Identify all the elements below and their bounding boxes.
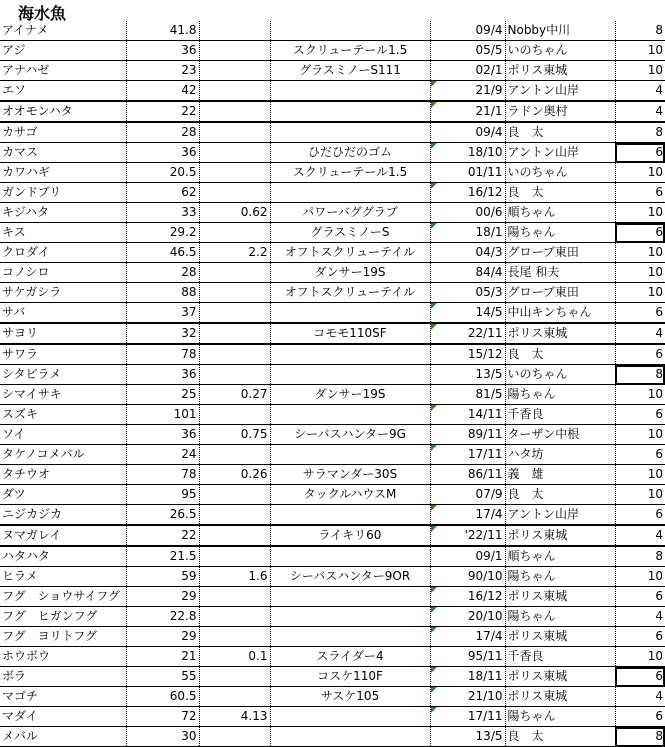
fish-name-cell[interactable]: ソイ bbox=[0, 425, 126, 445]
weight-cell[interactable] bbox=[199, 405, 270, 425]
size-cell[interactable]: 29 bbox=[126, 587, 199, 607]
table-row[interactable] bbox=[0, 323, 665, 344]
sheet-title-row bbox=[0, 0, 665, 21]
table-row[interactable] bbox=[0, 303, 665, 324]
count-cell[interactable]: 4 bbox=[615, 525, 665, 546]
fish-name-cell[interactable]: アイナメ bbox=[0, 21, 126, 41]
size-cell[interactable]: 21 bbox=[126, 647, 199, 667]
lure-cell[interactable]: スライダー4 bbox=[270, 647, 430, 667]
count-cell[interactable]: 6 bbox=[615, 183, 665, 203]
date-cell[interactable]: 17/11 bbox=[430, 707, 505, 727]
lure-cell[interactable] bbox=[270, 607, 430, 627]
date-cell[interactable]: 90/10 bbox=[430, 567, 505, 587]
weight-cell[interactable] bbox=[199, 344, 270, 365]
lure-cell[interactable] bbox=[270, 183, 430, 203]
count-cell[interactable]: 4 bbox=[615, 323, 665, 344]
date-cell[interactable]: 86/11 bbox=[430, 465, 505, 485]
angler-cell[interactable]: 陽ちゃん bbox=[505, 707, 615, 727]
date-cell[interactable]: 89/11 bbox=[430, 425, 505, 445]
fish-name-cell[interactable]: ヌマガレイ bbox=[0, 525, 126, 546]
fish-name-cell[interactable]: シマイサキ bbox=[0, 385, 126, 405]
angler-cell[interactable]: 中山キンちゃん bbox=[505, 303, 615, 324]
weight-cell[interactable]: 0.26 bbox=[199, 465, 270, 485]
weight-cell[interactable] bbox=[199, 81, 270, 102]
date-cell[interactable]: 07/9 bbox=[430, 485, 505, 505]
lure-cell[interactable] bbox=[270, 303, 430, 324]
lure-cell[interactable] bbox=[270, 727, 430, 747]
table-row[interactable] bbox=[0, 263, 665, 283]
weight-cell[interactable] bbox=[199, 101, 270, 122]
fish-name-cell[interactable]: ダツ bbox=[0, 485, 126, 505]
size-cell[interactable]: 72 bbox=[126, 707, 199, 727]
angler-cell[interactable]: 良 太 bbox=[505, 485, 615, 505]
weight-cell[interactable] bbox=[199, 41, 270, 61]
table-row[interactable] bbox=[0, 143, 665, 163]
lure-cell[interactable]: サスケ105 bbox=[270, 687, 430, 707]
angler-cell[interactable]: ポリス東城 bbox=[505, 627, 615, 647]
size-cell[interactable]: 22 bbox=[126, 101, 199, 122]
fish-name-cell[interactable]: スズキ bbox=[0, 405, 126, 425]
size-cell[interactable]: 62 bbox=[126, 183, 199, 203]
lure-cell[interactable]: グラスミノーS111 bbox=[270, 61, 430, 81]
fish-name-cell[interactable]: ガンドブリ bbox=[0, 183, 126, 203]
count-cell[interactable]: 6 bbox=[615, 587, 665, 607]
count-cell[interactable]: 8 bbox=[615, 365, 665, 385]
size-cell[interactable]: 55 bbox=[126, 667, 199, 687]
lure-cell[interactable]: スクリューテール1.5 bbox=[270, 163, 430, 183]
fish-name-cell[interactable]: アナハゼ bbox=[0, 61, 126, 81]
angler-cell[interactable]: ターザン中根 bbox=[505, 425, 615, 445]
date-cell[interactable]: 15/12 bbox=[430, 344, 505, 365]
table-row[interactable] bbox=[0, 41, 665, 61]
count-cell[interactable]: 8 bbox=[615, 727, 665, 747]
lure-cell[interactable]: タックルハウスM bbox=[270, 485, 430, 505]
table-row[interactable] bbox=[0, 667, 665, 687]
weight-cell[interactable]: 0.75 bbox=[199, 425, 270, 445]
angler-cell[interactable]: 良 太 bbox=[505, 727, 615, 747]
table-row[interactable] bbox=[0, 607, 665, 627]
fish-name-cell[interactable]: マゴチ bbox=[0, 687, 126, 707]
weight-cell[interactable] bbox=[199, 485, 270, 505]
size-cell[interactable]: 29.2 bbox=[126, 223, 199, 243]
weight-cell[interactable] bbox=[199, 546, 270, 567]
weight-cell[interactable] bbox=[199, 687, 270, 707]
fish-name-cell[interactable]: サバ bbox=[0, 303, 126, 324]
count-cell[interactable]: 10 bbox=[615, 385, 665, 405]
weight-cell[interactable]: 2.2 bbox=[199, 243, 270, 263]
fish-name-cell[interactable]: ホウボウ bbox=[0, 647, 126, 667]
date-cell[interactable]: 04/3 bbox=[430, 243, 505, 263]
count-cell[interactable]: 6 bbox=[615, 505, 665, 526]
count-cell[interactable]: 6 bbox=[615, 223, 665, 243]
date-cell[interactable]: 13/5 bbox=[430, 727, 505, 747]
size-cell[interactable]: 28 bbox=[126, 122, 199, 143]
count-cell[interactable]: 6 bbox=[615, 707, 665, 727]
weight-cell[interactable]: 1.6 bbox=[199, 567, 270, 587]
count-cell[interactable]: 6 bbox=[615, 667, 665, 687]
size-cell[interactable]: 78 bbox=[126, 344, 199, 365]
size-cell[interactable]: 22 bbox=[126, 525, 199, 546]
fish-name-cell[interactable]: オオモンハタ bbox=[0, 101, 126, 122]
count-cell[interactable]: 10 bbox=[615, 567, 665, 587]
angler-cell[interactable]: 陽ちゃん bbox=[505, 223, 615, 243]
date-cell[interactable]: 09/4 bbox=[430, 122, 505, 143]
angler-cell[interactable]: 陽ちゃん bbox=[505, 607, 615, 627]
size-cell[interactable]: 59 bbox=[126, 567, 199, 587]
lure-cell[interactable] bbox=[270, 445, 430, 465]
size-cell[interactable]: 33 bbox=[126, 203, 199, 223]
weight-cell[interactable] bbox=[199, 21, 270, 41]
weight-cell[interactable] bbox=[199, 303, 270, 324]
fish-name-cell[interactable]: キス bbox=[0, 223, 126, 243]
fish-name-cell[interactable]: ニジカジカ bbox=[0, 505, 126, 526]
count-cell[interactable]: 8 bbox=[615, 546, 665, 567]
date-cell[interactable]: 05/3 bbox=[430, 283, 505, 303]
lure-cell[interactable] bbox=[270, 365, 430, 385]
angler-cell[interactable]: 千香良 bbox=[505, 405, 615, 425]
weight-cell[interactable]: 4.13 bbox=[199, 707, 270, 727]
angler-cell[interactable]: いのちゃん bbox=[505, 41, 615, 61]
count-cell[interactable]: 10 bbox=[615, 283, 665, 303]
table-row[interactable] bbox=[0, 405, 665, 425]
count-cell[interactable]: 10 bbox=[615, 163, 665, 183]
angler-cell[interactable]: ポリス東城 bbox=[505, 323, 615, 344]
count-cell[interactable]: 10 bbox=[615, 485, 665, 505]
fish-name-cell[interactable]: フグ ショウサイフグ bbox=[0, 587, 126, 607]
lure-cell[interactable]: パワーバググラブ bbox=[270, 203, 430, 223]
fish-name-cell[interactable]: キジハタ bbox=[0, 203, 126, 223]
count-cell[interactable]: 6 bbox=[615, 405, 665, 425]
weight-cell[interactable]: 0.62 bbox=[199, 203, 270, 223]
angler-cell[interactable]: グローブ東田 bbox=[505, 283, 615, 303]
size-cell[interactable]: 28 bbox=[126, 263, 199, 283]
table-row[interactable] bbox=[0, 223, 665, 243]
size-cell[interactable]: 42 bbox=[126, 81, 199, 102]
table-row[interactable] bbox=[0, 546, 665, 567]
table-row[interactable] bbox=[0, 647, 665, 667]
table-row[interactable] bbox=[0, 61, 665, 81]
table-row[interactable] bbox=[0, 707, 665, 727]
size-cell[interactable]: 23 bbox=[126, 61, 199, 81]
table-row[interactable] bbox=[0, 203, 665, 223]
table-row[interactable] bbox=[0, 587, 665, 607]
angler-cell[interactable]: 良 太 bbox=[505, 344, 615, 365]
date-cell[interactable]: 16/12 bbox=[430, 183, 505, 203]
table-body bbox=[0, 21, 665, 747]
size-cell[interactable]: 46.5 bbox=[126, 243, 199, 263]
fish-record-table bbox=[0, 21, 665, 747]
lure-cell[interactable] bbox=[270, 81, 430, 102]
lure-cell[interactable]: ひだひだのゴム bbox=[270, 143, 430, 163]
size-cell[interactable]: 20.5 bbox=[126, 163, 199, 183]
fish-name-cell[interactable]: サワラ bbox=[0, 344, 126, 365]
count-cell[interactable]: 6 bbox=[615, 143, 665, 163]
size-cell[interactable]: 36 bbox=[126, 143, 199, 163]
weight-cell[interactable] bbox=[199, 365, 270, 385]
date-cell[interactable]: 00/6 bbox=[430, 203, 505, 223]
date-cell[interactable]: 20/10 bbox=[430, 607, 505, 627]
date-cell[interactable]: '22/11 bbox=[430, 525, 505, 546]
weight-cell[interactable] bbox=[199, 627, 270, 647]
table-row[interactable] bbox=[0, 465, 665, 485]
fish-name-cell[interactable]: ボラ bbox=[0, 667, 126, 687]
size-cell[interactable]: 26.5 bbox=[126, 505, 199, 526]
date-cell[interactable]: 21/9 bbox=[430, 81, 505, 102]
fish-name-cell[interactable]: フグ ヨリトフグ bbox=[0, 627, 126, 647]
lure-cell[interactable] bbox=[270, 344, 430, 365]
date-cell[interactable]: 09/4 bbox=[430, 21, 505, 41]
table-row[interactable] bbox=[0, 385, 665, 405]
date-cell[interactable]: 05/5 bbox=[430, 41, 505, 61]
date-cell[interactable]: 02/1 bbox=[430, 61, 505, 81]
table-row[interactable] bbox=[0, 283, 665, 303]
weight-cell[interactable]: 0.27 bbox=[199, 385, 270, 405]
weight-cell[interactable] bbox=[199, 587, 270, 607]
angler-cell[interactable]: ハタ坊 bbox=[505, 445, 615, 465]
angler-cell[interactable]: 陽ちゃん bbox=[505, 567, 615, 587]
table-row[interactable] bbox=[0, 425, 665, 445]
angler-cell[interactable]: 良 太 bbox=[505, 183, 615, 203]
angler-cell[interactable]: 千香良 bbox=[505, 647, 615, 667]
weight-cell[interactable] bbox=[199, 183, 270, 203]
angler-cell[interactable]: ラドン奥村 bbox=[505, 101, 615, 122]
angler-cell[interactable]: 順ちゃん bbox=[505, 546, 615, 567]
angler-cell[interactable]: Nobby中川 bbox=[505, 21, 615, 41]
table-row[interactable] bbox=[0, 505, 665, 526]
date-cell[interactable]: 17/11 bbox=[430, 445, 505, 465]
fish-name-cell[interactable]: タケノコメバル bbox=[0, 445, 126, 465]
weight-cell[interactable] bbox=[199, 223, 270, 243]
table-row[interactable] bbox=[0, 445, 665, 465]
angler-cell[interactable]: ポリス東城 bbox=[505, 587, 615, 607]
count-cell[interactable]: 6 bbox=[615, 627, 665, 647]
weight-cell[interactable] bbox=[199, 143, 270, 163]
angler-cell[interactable]: ポリス東城 bbox=[505, 61, 615, 81]
count-cell[interactable]: 10 bbox=[615, 41, 665, 61]
count-cell[interactable]: 4 bbox=[615, 687, 665, 707]
lure-cell[interactable]: コモモ110SF bbox=[270, 323, 430, 344]
size-cell[interactable]: 32 bbox=[126, 323, 199, 344]
size-cell[interactable]: 101 bbox=[126, 405, 199, 425]
count-cell[interactable]: 10 bbox=[615, 61, 665, 81]
lure-cell[interactable]: スクリューテール1.5 bbox=[270, 41, 430, 61]
lure-cell[interactable] bbox=[270, 546, 430, 567]
size-cell[interactable]: 78 bbox=[126, 465, 199, 485]
weight-cell[interactable]: 0.1 bbox=[199, 647, 270, 667]
fish-name-cell[interactable]: カサゴ bbox=[0, 122, 126, 143]
table-row[interactable] bbox=[0, 81, 665, 102]
weight-cell[interactable] bbox=[199, 667, 270, 687]
count-cell[interactable]: 6 bbox=[615, 303, 665, 324]
date-cell[interactable]: 17/4 bbox=[430, 505, 505, 526]
size-cell[interactable]: 37 bbox=[126, 303, 199, 324]
date-cell[interactable]: 21/1 bbox=[430, 101, 505, 122]
table-row[interactable] bbox=[0, 727, 665, 747]
size-cell[interactable]: 41.8 bbox=[126, 21, 199, 41]
angler-cell[interactable]: 陽ちゃん bbox=[505, 385, 615, 405]
count-cell[interactable]: 8 bbox=[615, 21, 665, 41]
fish-name-cell[interactable]: サケガシラ bbox=[0, 283, 126, 303]
date-cell[interactable]: 81/5 bbox=[430, 385, 505, 405]
size-cell[interactable]: 25 bbox=[126, 385, 199, 405]
count-cell[interactable]: 4 bbox=[615, 101, 665, 122]
table-row[interactable] bbox=[0, 567, 665, 587]
weight-cell[interactable] bbox=[199, 263, 270, 283]
angler-cell[interactable]: 義 雄 bbox=[505, 465, 615, 485]
fish-name-cell[interactable]: メバル bbox=[0, 727, 126, 747]
fish-name-cell[interactable]: シタビラメ bbox=[0, 365, 126, 385]
fish-name-cell[interactable]: ヒラメ bbox=[0, 567, 126, 587]
date-cell[interactable]: 17/4 bbox=[430, 627, 505, 647]
date-cell[interactable]: 13/5 bbox=[430, 365, 505, 385]
count-cell[interactable]: 6 bbox=[615, 344, 665, 365]
weight-cell[interactable] bbox=[199, 607, 270, 627]
date-cell[interactable]: 09/1 bbox=[430, 546, 505, 567]
angler-cell[interactable]: いのちゃん bbox=[505, 163, 615, 183]
table-row[interactable] bbox=[0, 365, 665, 385]
table-row[interactable] bbox=[0, 122, 665, 143]
angler-cell[interactable]: 良 太 bbox=[505, 122, 615, 143]
angler-cell[interactable]: 長尾 和夫 bbox=[505, 263, 615, 283]
date-cell[interactable]: 18/11 bbox=[430, 667, 505, 687]
fish-name-cell[interactable]: フグ ヒガンフグ bbox=[0, 607, 126, 627]
table-row[interactable] bbox=[0, 627, 665, 647]
table-row[interactable] bbox=[0, 21, 665, 41]
count-cell[interactable]: 10 bbox=[615, 203, 665, 223]
lure-cell[interactable] bbox=[270, 101, 430, 122]
lure-cell[interactable]: シーバスハンター9G bbox=[270, 425, 430, 445]
size-cell[interactable]: 30 bbox=[126, 727, 199, 747]
date-cell[interactable]: 16/12 bbox=[430, 587, 505, 607]
sheet-title: 海水魚 bbox=[18, 4, 67, 23]
angler-cell[interactable]: グローブ東田 bbox=[505, 243, 615, 263]
table-row[interactable] bbox=[0, 525, 665, 546]
angler-cell[interactable]: いのちゃん bbox=[505, 365, 615, 385]
date-cell[interactable]: 95/11 bbox=[430, 647, 505, 667]
count-cell[interactable]: 8 bbox=[615, 122, 665, 143]
angler-cell[interactable]: 順ちゃん bbox=[505, 203, 615, 223]
size-cell[interactable]: 36 bbox=[126, 365, 199, 385]
lure-cell[interactable]: ダンサー19S bbox=[270, 385, 430, 405]
weight-cell[interactable] bbox=[199, 323, 270, 344]
table-row[interactable] bbox=[0, 243, 665, 263]
table-row[interactable] bbox=[0, 485, 665, 505]
angler-cell[interactable]: ポリス東城 bbox=[505, 667, 615, 687]
weight-cell[interactable] bbox=[199, 163, 270, 183]
date-cell[interactable]: 84/4 bbox=[430, 263, 505, 283]
size-cell[interactable]: 36 bbox=[126, 425, 199, 445]
size-cell[interactable]: 60.5 bbox=[126, 687, 199, 707]
lure-cell[interactable]: オフトスクリューテイル bbox=[270, 283, 430, 303]
count-cell[interactable]: 10 bbox=[615, 243, 665, 263]
weight-cell[interactable] bbox=[199, 61, 270, 81]
size-cell[interactable]: 21.5 bbox=[126, 546, 199, 567]
fish-name-cell[interactable]: サヨリ bbox=[0, 323, 126, 344]
size-cell[interactable]: 36 bbox=[126, 41, 199, 61]
lure-cell[interactable] bbox=[270, 627, 430, 647]
weight-cell[interactable] bbox=[199, 727, 270, 747]
fish-name-cell[interactable]: カワハギ bbox=[0, 163, 126, 183]
lure-cell[interactable] bbox=[270, 505, 430, 526]
count-cell[interactable]: 4 bbox=[615, 81, 665, 102]
date-cell[interactable]: 14/5 bbox=[430, 303, 505, 324]
table-row[interactable] bbox=[0, 183, 665, 203]
table-row[interactable] bbox=[0, 101, 665, 122]
weight-cell[interactable] bbox=[199, 122, 270, 143]
fish-name-cell[interactable]: タチウオ bbox=[0, 465, 126, 485]
date-cell[interactable]: 18/10 bbox=[430, 143, 505, 163]
lure-cell[interactable] bbox=[270, 122, 430, 143]
fish-name-cell[interactable]: ハタハタ bbox=[0, 546, 126, 567]
lure-cell[interactable]: オフトスクリューテイル bbox=[270, 243, 430, 263]
count-cell[interactable]: 10 bbox=[615, 263, 665, 283]
angler-cell[interactable]: アントン山岸 bbox=[505, 143, 615, 163]
fish-name-cell[interactable]: カマス bbox=[0, 143, 126, 163]
lure-cell[interactable] bbox=[270, 587, 430, 607]
fish-name-cell[interactable]: アジ bbox=[0, 41, 126, 61]
lure-cell[interactable]: ライキリ60 bbox=[270, 525, 430, 546]
count-cell[interactable]: 10 bbox=[615, 425, 665, 445]
lure-cell[interactable] bbox=[270, 21, 430, 41]
count-cell[interactable]: 4 bbox=[615, 607, 665, 627]
angler-cell[interactable]: アントン山岸 bbox=[505, 505, 615, 526]
count-cell[interactable]: 6 bbox=[615, 445, 665, 465]
weight-cell[interactable] bbox=[199, 283, 270, 303]
fish-name-cell[interactable]: マダイ bbox=[0, 707, 126, 727]
date-cell[interactable]: 14/11 bbox=[430, 405, 505, 425]
lure-cell[interactable]: グラスミノーS bbox=[270, 223, 430, 243]
date-cell[interactable]: 01/11 bbox=[430, 163, 505, 183]
size-cell[interactable]: 88 bbox=[126, 283, 199, 303]
fish-name-cell[interactable]: クロダイ bbox=[0, 243, 126, 263]
table-row[interactable] bbox=[0, 344, 665, 365]
angler-cell[interactable]: アントン山岸 bbox=[505, 81, 615, 102]
fish-name-cell[interactable]: コノシロ bbox=[0, 263, 126, 283]
fish-name-cell[interactable]: エソ bbox=[0, 81, 126, 102]
date-cell[interactable]: 18/1 bbox=[430, 223, 505, 243]
date-cell[interactable]: 21/10 bbox=[430, 687, 505, 707]
weight-cell[interactable] bbox=[199, 525, 270, 546]
date-cell[interactable]: 22/11 bbox=[430, 323, 505, 344]
size-cell[interactable]: 22.8 bbox=[126, 607, 199, 627]
lure-cell[interactable] bbox=[270, 405, 430, 425]
size-cell[interactable]: 95 bbox=[126, 485, 199, 505]
table-row[interactable] bbox=[0, 687, 665, 707]
lure-cell[interactable]: サラマンダー30S bbox=[270, 465, 430, 485]
lure-cell[interactable]: シーバスハンター9OR bbox=[270, 567, 430, 587]
lure-cell[interactable]: コスケ110F bbox=[270, 667, 430, 687]
weight-cell[interactable] bbox=[199, 505, 270, 526]
size-cell[interactable]: 24 bbox=[126, 445, 199, 465]
size-cell[interactable]: 29 bbox=[126, 627, 199, 647]
angler-cell[interactable]: ポリス東城 bbox=[505, 687, 615, 707]
count-cell[interactable]: 10 bbox=[615, 465, 665, 485]
count-cell[interactable]: 10 bbox=[615, 647, 665, 667]
lure-cell[interactable]: ダンサー19S bbox=[270, 263, 430, 283]
weight-cell[interactable] bbox=[199, 445, 270, 465]
angler-cell[interactable]: ポリス東城 bbox=[505, 525, 615, 546]
lure-cell[interactable] bbox=[270, 707, 430, 727]
table-row[interactable] bbox=[0, 163, 665, 183]
